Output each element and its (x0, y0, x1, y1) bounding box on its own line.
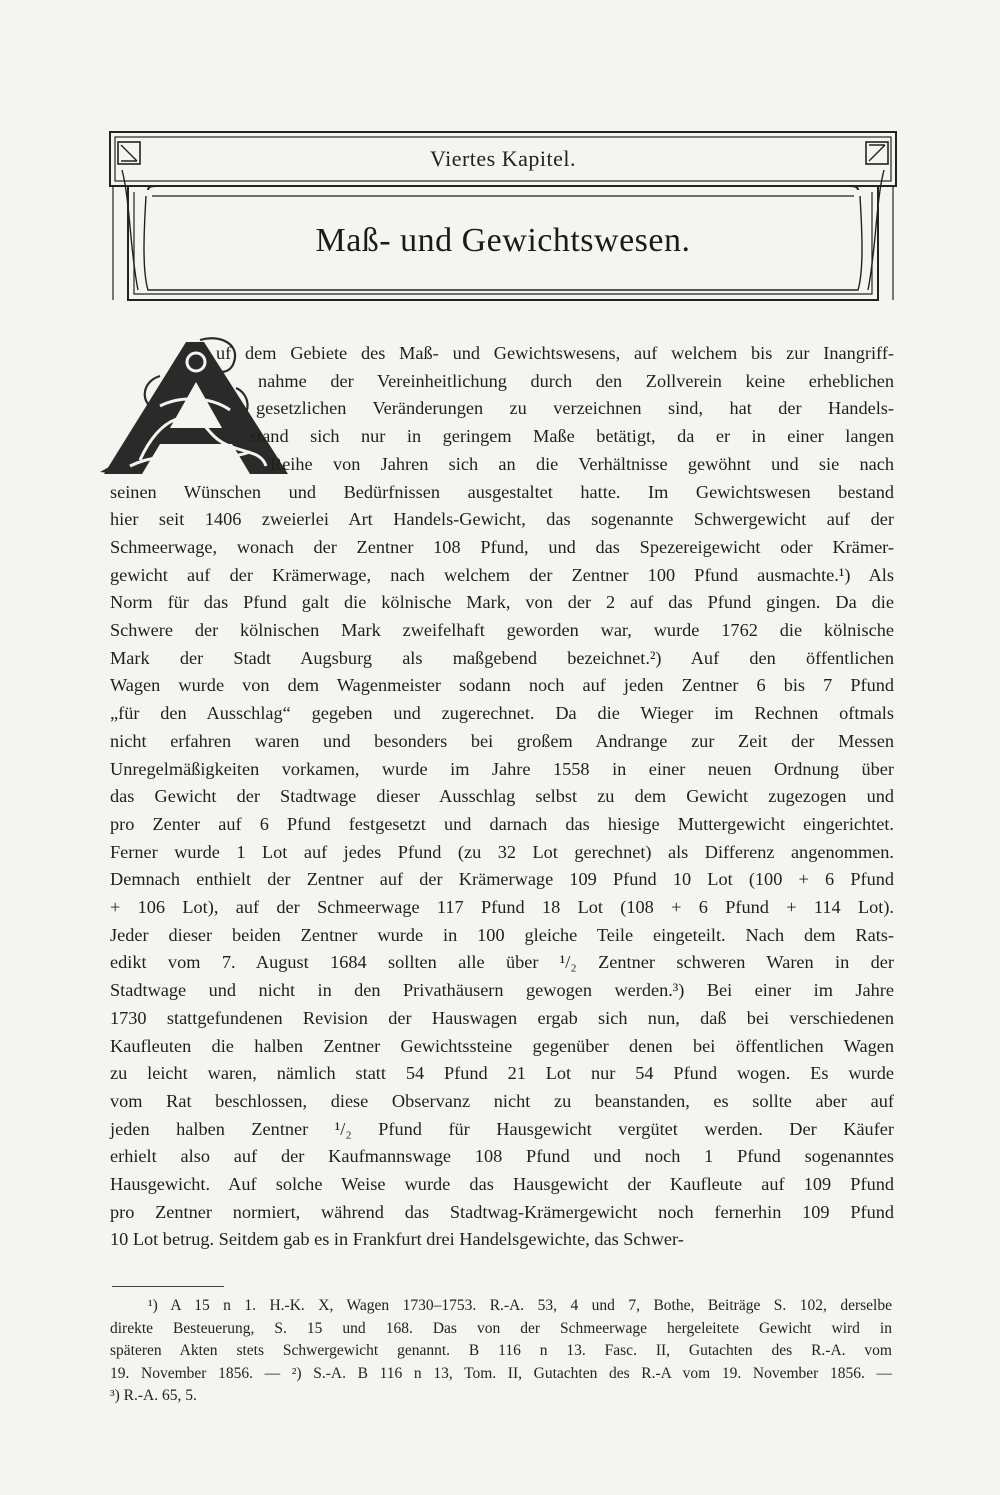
text-line: Stadtwage und nicht in den Privathäusern gewogen werden.³) Bei einer im Jahre (110, 980, 894, 1001)
text-line: pro Zentner normiert, während das Stadtwag-Krämergewicht noch fernerhin 109 Pfund (110, 1201, 894, 1222)
text-line: edikt vom 7. August 1684 sollten alle über ¹/₂ Zentner schweren Waren in der (110, 952, 894, 973)
footnote-line: 19. November 1856. — ²) S.-A. B 116 n 13, Tom. II, Gutachten des R.-A vom 19. November 1856. — (110, 1364, 892, 1382)
text-line: Ferner wurde 1 Lot auf jedes Pfund (zu 32 Lot gerechnet) als Differenz angenommen. (110, 841, 894, 862)
text-line: nahme der Vereinheitlichung durch den Zollverein keine erheblichen (258, 370, 894, 391)
text-line: zu leicht waren, nämlich statt 54 Pfund 21 Lot nur 54 Pfund wogen. Es wurde (110, 1063, 894, 1084)
text-line: Reihe von Jahren sich an die Verhältnisse gewöhnt und sie nach (270, 453, 894, 474)
text-line: stand sich nur in geringem Maße betätigt, da er in einer langen (250, 426, 894, 447)
text-line: Hausgewicht. Auf solche Weise wurde das Hausgewicht der Kaufleute auf 109 Pfund (110, 1174, 894, 1194)
footnote-line: späteren Akten stets Schwergewicht genannt. B 116 n 13. Fasc. II, Gutachten des R.-A. vom (110, 1342, 892, 1359)
text-line: Norm für das Pfund galt die kölnische Mark, von der 2 auf das Pfund gingen. Da die (110, 592, 894, 613)
text-line: hier seit 1406 zweierlei Art Handels-Gewicht, das sogenannte Schwergewicht auf der (110, 509, 894, 530)
text-line: vom Rat beschlossen, diese Observanz nicht zu beanstanden, es sollte aber auf (110, 1090, 894, 1111)
footnote-line: direkte Besteuerung, S. 15 und 168. Das von der Schmeerwage hergeleitete Gewicht wird in (110, 1319, 892, 1337)
text-line: gewicht auf der Krämerwage, nach welchem der Zentner 100 Pfund ausmachte.¹) Als (110, 564, 894, 585)
chapter-title: Maß- und Gewichtswesen. (315, 222, 691, 259)
text-line: nicht erfahren waren und besonders bei großem Andrange zur Zeit der Messen (110, 730, 894, 751)
footnote-line: ¹) A 15 n 1. H.-K. X, Wagen 1730–1753. R.-A. 53, 4 und 7, Bothe, Beiträge S. 102, derselbe (148, 1297, 892, 1314)
text-line: Jeder dieser beiden Zentner wurde in 100 gleiche Teile eingeteilt. Nach dem Rats- (110, 924, 894, 945)
text-line: Schmeerwage, wonach der Zentner 108 Pfund, und das Spezereigewicht oder Krämer- (110, 536, 894, 557)
text-line: 10 Lot betrug. Seitdem gab es in Frankfurt drei Handelsgewichte, das Schwer- (110, 1229, 684, 1250)
footnote-divider (112, 1286, 224, 1287)
text-line: 1730 stattgefundenen Revision der Hauswagen ergab sich nun, daß bei verschiedenen (110, 1007, 894, 1028)
text-line: pro Zenter auf 6 Pfund festgesetzt und darnach das hiesige Muttergewicht eingerichtet. (110, 813, 894, 834)
text-line: Unregelmäßigkeiten vorkamen, wurde im Jahre 1558 in einer neuen Ordnung über (110, 758, 894, 779)
text-line: gesetzlichen Veränderungen zu verzeichnen sind, hat der Handels- (256, 398, 894, 419)
chapter-label: Viertes Kapitel. (430, 146, 576, 171)
text-line: seinen Wünschen und Bedürfnissen ausgestaltet hatte. Im Gewichtswesen bestand (110, 481, 894, 502)
text-line: + 106 Lot), auf der Schmeerwage 117 Pfund 18 Lot (108 + 6 Pfund + 114 Lot). (110, 897, 894, 917)
text-line: Demnach enthielt der Zentner auf der Krämerwage 109 Pfund 10 Lot (100 + 6 Pfund (110, 869, 894, 890)
text-line: Schwere der kölnischen Mark zweifelhaft geworden war, wurde 1762 die kölnische (110, 620, 894, 640)
text-line: Kaufleuten die halben Zentner Gewichtssteine gegenüber denen bei öffentlichen Wagen (110, 1035, 894, 1056)
text-line: erhielt also auf der Kaufmannswage 108 Pfund und noch 1 Pfund sogenanntes (110, 1146, 894, 1167)
chapter-header (108, 130, 898, 302)
text-line: jeden halben Zentner ¹/₂ Pfund für Hausgewicht vergütet werden. Der Käufer (110, 1118, 894, 1139)
text-line: „für den Ausschlag“ gegeben und zugerechnet. Da die Wieger im Rechnen oftmals (110, 703, 894, 724)
text-line: Wagen wurde von dem Wagenmeister sodann noch auf jeden Zentner 6 bis 7 Pfund (110, 675, 894, 696)
text-line: das Gewicht der Stadtwage dieser Ausschlag selbst zu dem Gewicht zugezogen und (110, 786, 894, 807)
text-line: Mark der Stadt Augsburg als maßgebend bezeichnet.²) Auf den öffentlichen (110, 647, 894, 668)
text-line: uf dem Gebiete des Maß- und Gewichtswesens, auf welchem bis zur Inangriff- (216, 343, 894, 363)
footnote-line: ³) R.-A. 65, 5. (110, 1387, 197, 1404)
